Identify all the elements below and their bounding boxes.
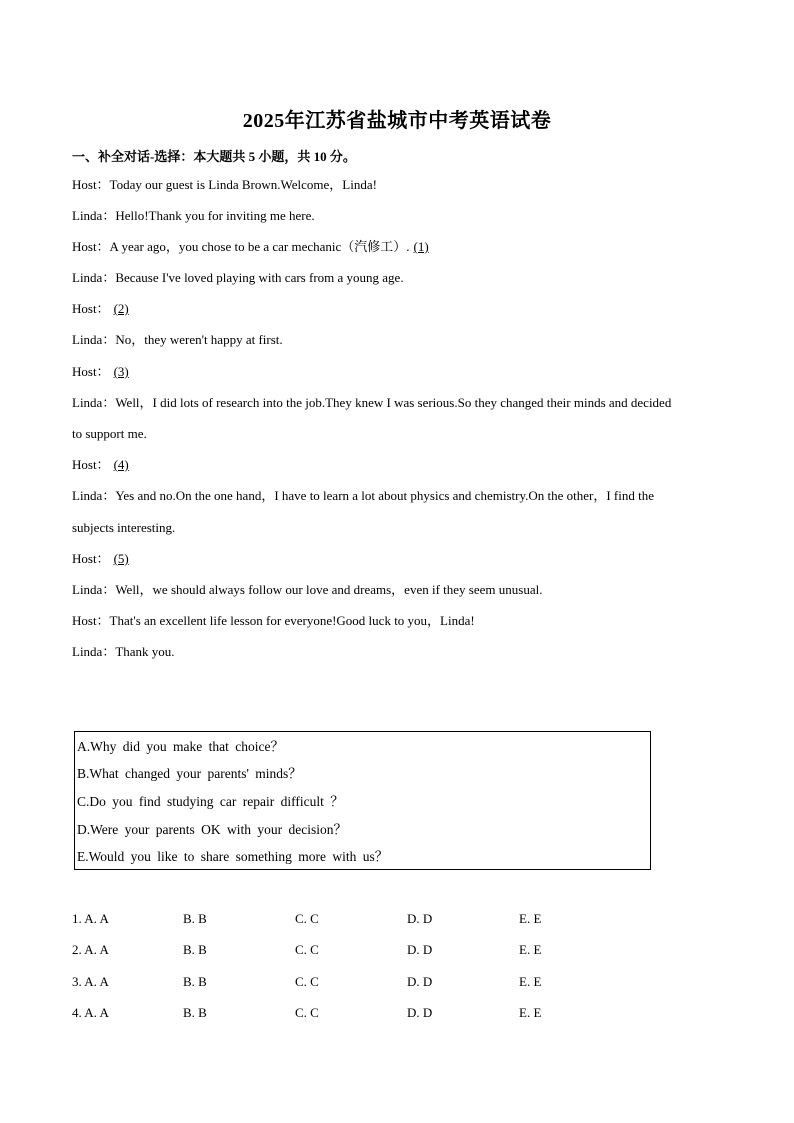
dialogue-blank: (3) bbox=[113, 364, 129, 379]
choice-d[interactable]: D. D bbox=[407, 911, 433, 926]
section-heading: 一、补全对话-选择：本大题共 5 小题，共 10 分。 bbox=[72, 149, 356, 164]
dialogue-line bbox=[72, 238, 429, 256]
dialogue-text: Linda：Thank you. bbox=[72, 644, 175, 659]
choice-c[interactable]: C. C bbox=[295, 911, 319, 926]
page-title: 2025年江苏省盐城市中考英语试卷 bbox=[242, 110, 552, 132]
dialogue-blank bbox=[283, 332, 287, 347]
dialogue-line bbox=[72, 643, 179, 661]
dialogue-blank bbox=[377, 177, 381, 192]
dialogue-line bbox=[72, 176, 381, 194]
dialogue-blank bbox=[542, 582, 546, 597]
dialogue-text: Host：That's an excellent life lesson for everyone!Good luck to you，Linda! bbox=[72, 613, 475, 628]
choice-b[interactable]: B. B bbox=[183, 911, 207, 926]
dialogue-line bbox=[72, 425, 151, 443]
choice-c[interactable]: C. C bbox=[295, 942, 319, 957]
dialogue-text: to support me. bbox=[72, 426, 147, 441]
choice-a[interactable]: 1. A. A bbox=[72, 911, 109, 926]
choice-b[interactable]: B. B bbox=[183, 974, 207, 989]
dialogue-text: Linda：Because I've loved playing with cars from a young age. bbox=[72, 270, 404, 285]
choice-d[interactable]: D. D bbox=[407, 1005, 433, 1020]
dialogue-line bbox=[72, 581, 546, 599]
dialogue-text: Host：A year ago，you chose to be a car mechanic（汽修工）. bbox=[72, 239, 410, 254]
choice-e[interactable]: E. E bbox=[519, 942, 542, 957]
dialogue-blank bbox=[475, 613, 479, 628]
dialogue-blank: (5) bbox=[113, 551, 129, 566]
dialogue-text: Linda：No，they weren't happy at first. bbox=[72, 332, 283, 347]
dialogue-blank bbox=[315, 208, 319, 223]
dialogue-line bbox=[72, 487, 658, 505]
choice-a[interactable]: 4. A. A bbox=[72, 1005, 109, 1020]
choice-c[interactable]: C. C bbox=[295, 1005, 319, 1020]
dialogue-blank: (2) bbox=[113, 301, 129, 316]
choice-e[interactable]: E. E bbox=[519, 974, 542, 989]
dialogue-line bbox=[72, 363, 129, 381]
dialogue-line bbox=[72, 300, 129, 318]
dialogue-text: Linda：Well，I did lots of research into the job.They knew I was serious.So they changed their minds and decided bbox=[72, 395, 672, 410]
dialogue-text: Linda：Hello!Thank you for inviting me here. bbox=[72, 208, 315, 223]
dialogue-blank bbox=[654, 488, 658, 503]
choice-d[interactable]: D. D bbox=[407, 942, 433, 957]
dialogue-line bbox=[72, 612, 479, 630]
dialogue-text: subjects interesting. bbox=[72, 520, 176, 535]
dialogue-line bbox=[72, 331, 287, 349]
dialogue-text: Host： bbox=[72, 301, 110, 316]
dialogue-line bbox=[72, 550, 129, 568]
dialogue-text: Host： bbox=[72, 364, 110, 379]
dialogue-line bbox=[72, 269, 408, 287]
dialogue-text: Host： bbox=[72, 457, 110, 472]
dialogue-blank bbox=[175, 520, 179, 535]
dialogue-line bbox=[72, 394, 675, 412]
dialogue-blank bbox=[175, 644, 179, 659]
dialogue-blank bbox=[671, 395, 675, 410]
option-a: A.Why did you make that choice？ bbox=[77, 739, 284, 754]
dialogue-text: Host： bbox=[72, 551, 110, 566]
choice-b[interactable]: B. B bbox=[183, 942, 207, 957]
dialogue-text: Host：Today our guest is Linda Brown.Welcome，Linda! bbox=[72, 177, 377, 192]
choice-e[interactable]: E. E bbox=[519, 911, 542, 926]
dialogue-text: Linda：Well，we should always follow our love and dreams，even if they seem unusual. bbox=[72, 582, 543, 597]
option-c: C.Do you find studying car repair difficult ？ bbox=[77, 794, 344, 809]
choice-a[interactable]: 3. A. A bbox=[72, 974, 109, 989]
dialogue-blank bbox=[404, 270, 408, 285]
dialogue-blank: (1) bbox=[413, 239, 429, 254]
choice-a[interactable]: 2. A. A bbox=[72, 942, 109, 957]
dialogue-blank bbox=[147, 426, 151, 441]
dialogue-text: Linda：Yes and no.On the one hand，I have to learn a lot about physics and chemistry.On the other，I find the bbox=[72, 488, 654, 503]
option-b: B.What changed your parents' minds？ bbox=[77, 766, 302, 781]
options-box bbox=[74, 731, 651, 870]
option-e: E.Would you like to share something more with us？ bbox=[77, 849, 389, 864]
choice-c[interactable]: C. C bbox=[295, 974, 319, 989]
dialogue-blank: (4) bbox=[113, 457, 129, 472]
choice-d[interactable]: D. D bbox=[407, 974, 433, 989]
dialogue-line bbox=[72, 456, 129, 474]
option-d: D.Were your parents OK with your decision？ bbox=[77, 822, 347, 837]
choice-e[interactable]: E. E bbox=[519, 1005, 542, 1020]
choice-b[interactable]: B. B bbox=[183, 1005, 207, 1020]
dialogue-line bbox=[72, 519, 179, 537]
dialogue-line bbox=[72, 207, 319, 225]
